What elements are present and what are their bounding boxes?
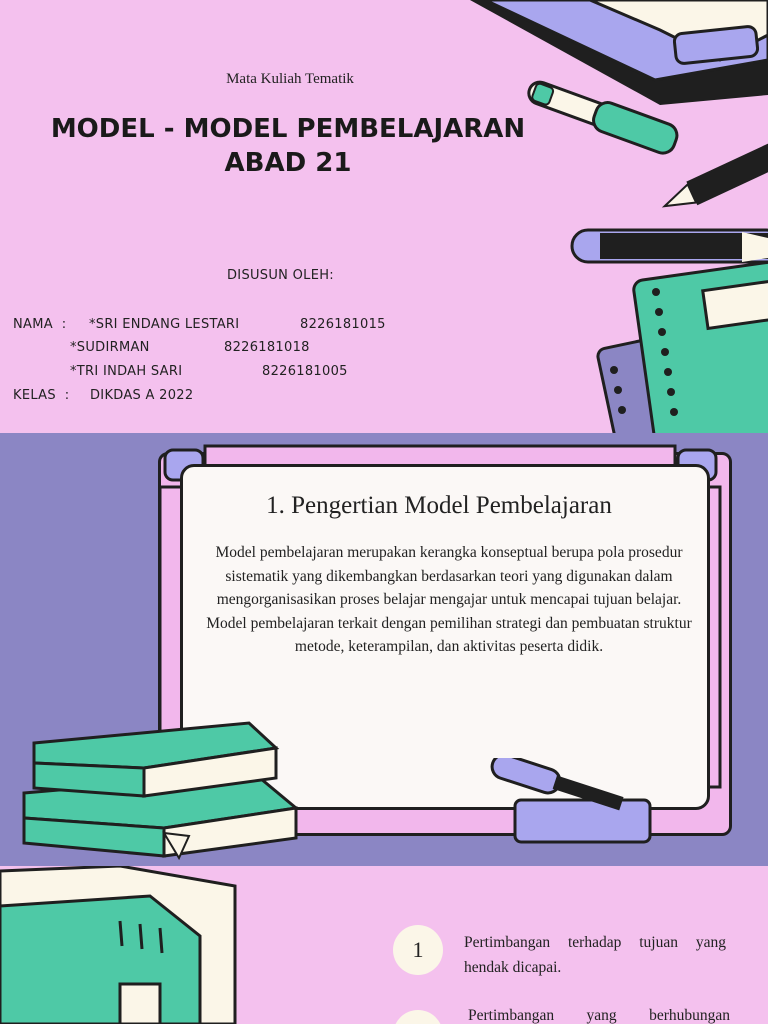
marker-illustration (572, 230, 768, 262)
point-number-badge: 1 (393, 925, 443, 975)
folder-illustration (0, 866, 250, 1024)
pencil-illustration (659, 139, 768, 218)
member-name: *SUDIRMAN (70, 340, 150, 355)
point-text-line: hendak dicapai. (464, 959, 562, 976)
books-illustration (14, 718, 314, 863)
member-nim: 8226181015 (300, 317, 386, 332)
point-number-badge (393, 1010, 443, 1024)
title-line-1: MODEL - MODEL PEMBELAJARAN (50, 114, 526, 144)
point-text (464, 930, 726, 980)
title-line-2: ABAD 21 (224, 148, 352, 178)
author-heading: DISUSUN OLEH: (227, 268, 334, 283)
book-illustration (470, 0, 768, 105)
considerations-slide (0, 866, 768, 1024)
kelas-value: DIKDAS A 2022 (90, 388, 194, 403)
notebook-illustration (596, 260, 768, 433)
nama-label: NAMA : (13, 317, 67, 332)
member-name: *TRI INDAH SARI (70, 364, 183, 379)
member-nim: 8226181005 (262, 364, 348, 379)
marker-illustration (485, 758, 655, 848)
section-heading: 1. Pengertian Model Pembelajaran (266, 492, 612, 519)
course-subtitle: Mata Kuliah Tematik (226, 71, 354, 87)
section-body: Model pembelajaran merupakan kerangka konseptual berupa pola prosedur sistematik yang dikembangkan berdasarkan teori yang digunakan dalam mengorganisasikan proses belajar mengajar untuk mencapai tujuan belajar. Model pembelajaran terkait dengan pemilihan strategi dan pembuatan struktur metode, keterampilan, dan aktivitas peserta didik. (206, 544, 692, 655)
title-slide (0, 0, 768, 433)
presentation-title (10, 112, 566, 180)
member-name: *SRI ENDANG LESTARI (89, 317, 240, 332)
point-text: Pertimbangan yang berhubungan (468, 1007, 730, 1024)
kelas-label: KELAS : (13, 388, 70, 403)
point-text-line: Pertimbangan terhadap tujuan yang (464, 934, 726, 951)
member-nim: 8226181018 (224, 340, 310, 355)
